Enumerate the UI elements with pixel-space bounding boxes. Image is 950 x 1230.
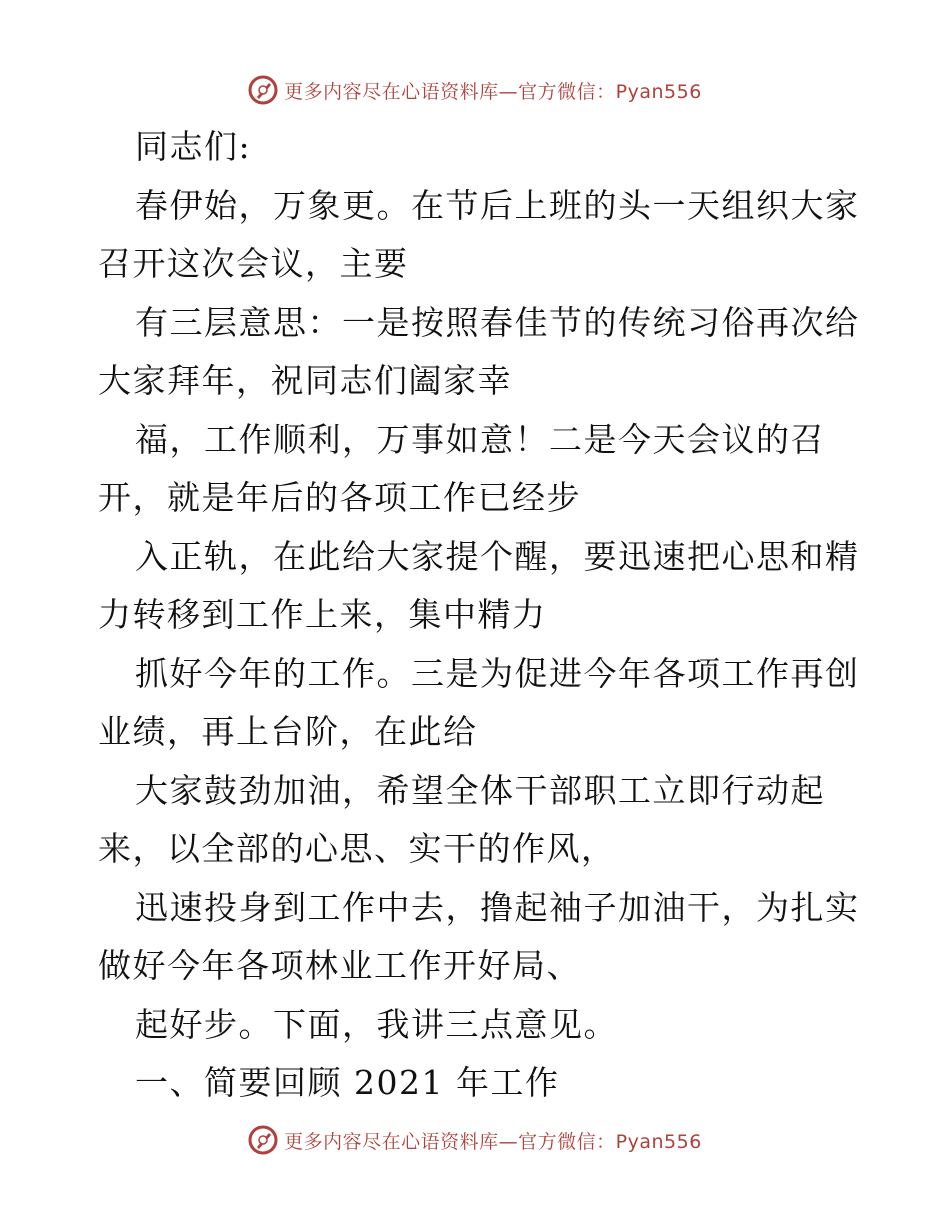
watermark-text: 更多内容尽在心语资料库—官方微信：Pyan556	[284, 1130, 702, 1153]
text-line: 迅速投身到工作中去，撸起袖子加油干，为扎实	[135, 887, 860, 927]
text-line: 力转移到工作上来，集中精力	[98, 595, 547, 634]
watermark-text: 更多内容尽在心语资料库—官方微信：Pyan556	[284, 80, 702, 103]
text-line: 来，以全部的心思、实干的作风，	[98, 829, 616, 868]
text-line: 入正轨，在此给大家提个醒，要迅速把心思和精	[135, 536, 860, 576]
document-body	[98, 118, 858, 1113]
text-line: 业绩，再上台阶，在此给	[98, 712, 478, 751]
text-line: 抓好今年的工作。三是为促进今年各项工作再创	[135, 653, 860, 693]
header-watermark	[0, 70, 950, 110]
footer-watermark	[0, 1120, 950, 1160]
text-line: 做好今年各项林业工作开好局、	[98, 946, 581, 985]
text-line: 有三层意思：一是按照春佳节的传统习俗再次给	[135, 302, 860, 342]
text-line: 同志们:	[135, 127, 252, 166]
text-line: 大家鼓劲加油，希望全体干部职工立即行动起	[135, 770, 825, 810]
quill-logo-icon	[248, 75, 278, 105]
text-line: 起好步。下面，我讲三点意见。	[135, 1004, 618, 1044]
text-line: 开，就是年后的各项工作已经步	[98, 478, 581, 517]
text-line: 召开这次会议，主要	[98, 244, 409, 283]
text-line: 福，工作顺利，万事如意！二是今天会议的召	[135, 419, 825, 459]
quill-logo-icon	[248, 1125, 278, 1155]
text-line: 一、简要回顾 2021 年工作	[135, 1063, 560, 1102]
text-line: 春伊始，万象更。在节后上班的头一天组织大家	[135, 185, 860, 225]
text-line: 大家拜年，祝同志们阖家幸	[98, 361, 512, 400]
